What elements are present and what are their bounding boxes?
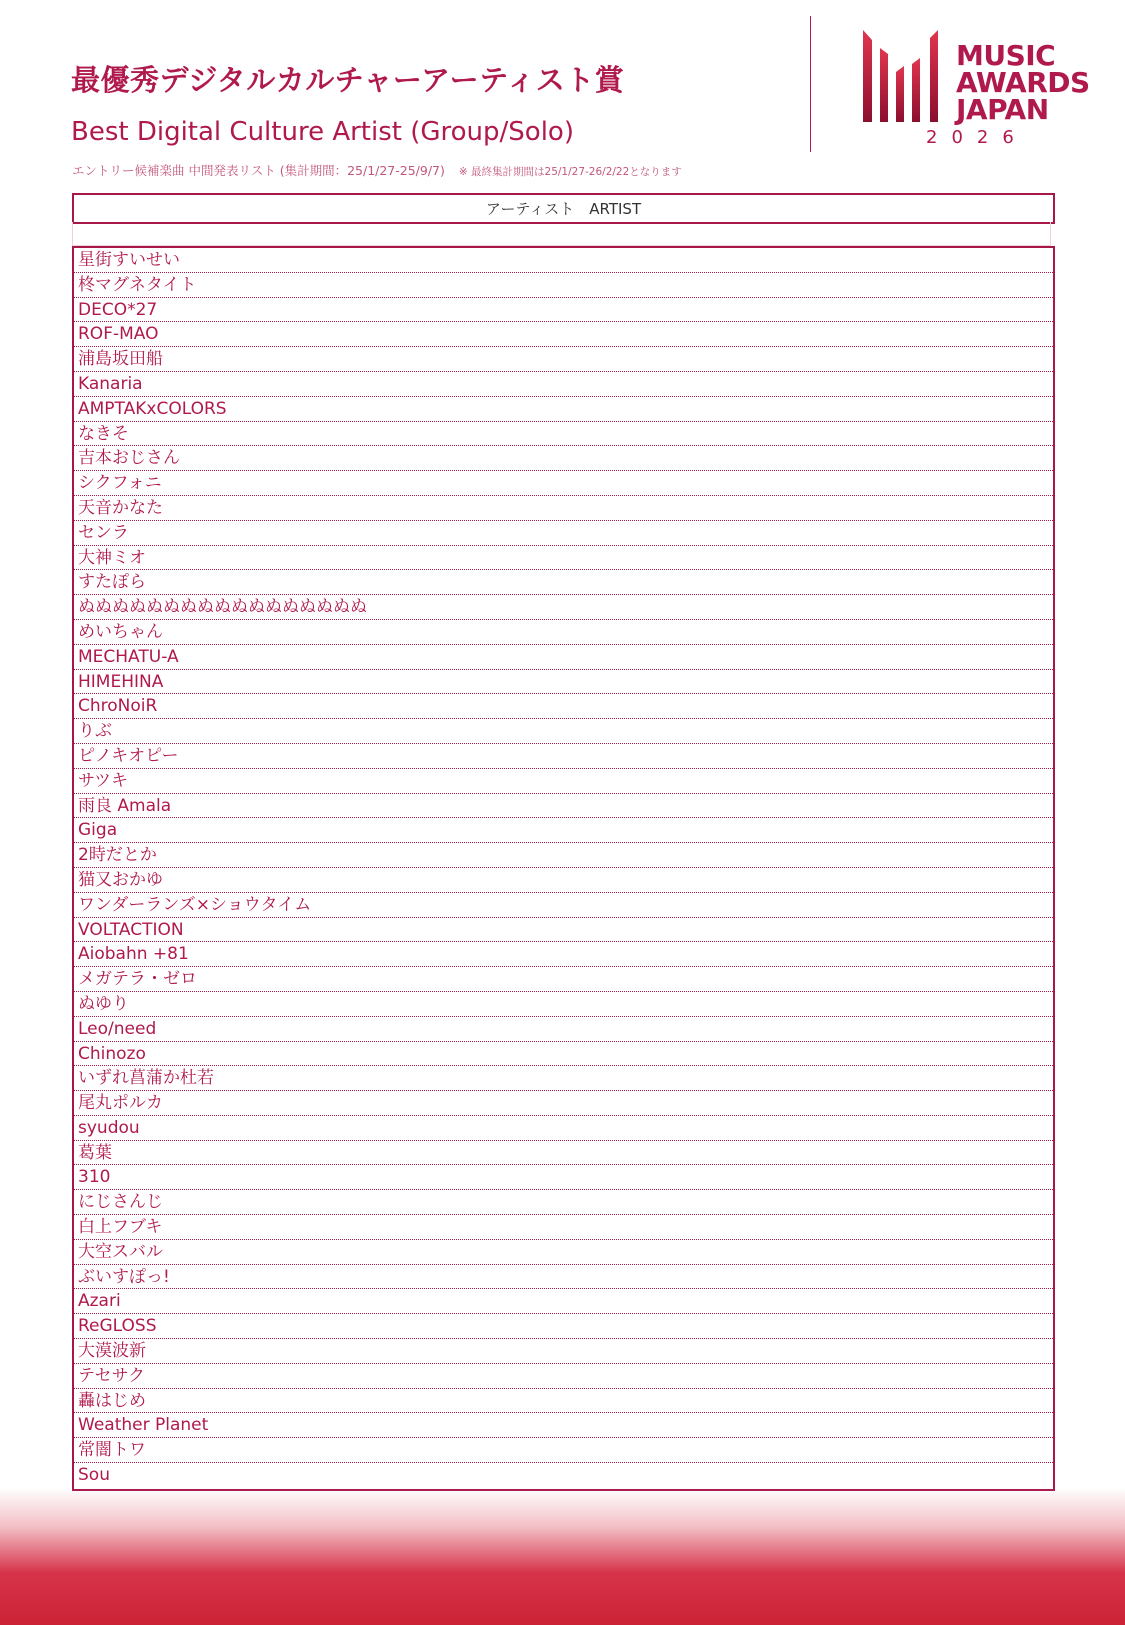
header-divider [810, 16, 811, 152]
logo-text-japan: JAPAN [956, 93, 1049, 126]
artist-row: ワンダーランズ×ショウタイム [74, 893, 1053, 918]
artist-row: サツキ [74, 769, 1053, 794]
artist-row: syudou [74, 1116, 1053, 1141]
artist-row: 天音かなた [74, 496, 1053, 521]
artist-row: 浦島坂田船 [74, 347, 1053, 372]
artist-row: ChroNoiR [74, 694, 1053, 719]
artist-row: りぶ [74, 719, 1053, 744]
bottom-gradient-decoration [0, 1488, 1125, 1625]
artist-row: にじさんじ [74, 1190, 1053, 1215]
artist-row: Weather Planet [74, 1413, 1053, 1438]
artist-row: Aiobahn +81 [74, 942, 1053, 967]
artist-row: 柊マグネタイト [74, 273, 1053, 298]
artist-row: シクフォニ [74, 471, 1053, 496]
artist-row: メガテラ・ゼロ [74, 967, 1053, 992]
artist-row: 星街すいせい [74, 248, 1053, 273]
logo-bars-icon [860, 28, 944, 124]
logo-text-music: MUSIC [956, 39, 1056, 72]
artist-row: ぶいすぽっ! [74, 1265, 1053, 1290]
artist-row: 白上フブキ [74, 1215, 1053, 1240]
artist-row: いずれ菖蒲か杜若 [74, 1066, 1053, 1091]
artist-row: 大空スバル [74, 1240, 1053, 1265]
logo-text-awards: AWARDS [956, 66, 1090, 99]
artist-row: ぬゆり [74, 992, 1053, 1017]
artist-row: Kanaria [74, 372, 1053, 397]
artist-row: なきそ [74, 422, 1053, 447]
artist-row: テセサク [74, 1364, 1053, 1389]
logo-year: 2026 [926, 127, 1028, 148]
artist-row: 310 [74, 1165, 1053, 1190]
period-text: エントリー候補楽曲 中間発表リスト (集計期間：25/1/27-25/9/7) [72, 163, 445, 178]
artist-row: 猫又おかゆ [74, 868, 1053, 893]
artist-row: 2時だとか [74, 843, 1053, 868]
artist-row: Leo/need [74, 1017, 1053, 1042]
artist-row: VOLTACTION [74, 918, 1053, 943]
column-header-label: アーティスト ARTIST [485, 200, 642, 218]
artist-row: ROF-MAO [74, 322, 1053, 347]
artist-row: 尾丸ポルカ [74, 1091, 1053, 1116]
artist-row: Giga [74, 818, 1053, 843]
artist-row: DECO*27 [74, 298, 1053, 323]
artist-row: ぬぬぬぬぬぬぬぬぬぬぬぬぬぬぬぬぬ [74, 595, 1053, 620]
artist-row: ピノキオピー [74, 744, 1053, 769]
artist-row: Azari [74, 1289, 1053, 1314]
artist-row: センラ [74, 521, 1053, 546]
artist-row: Sou [78, 1465, 110, 1486]
artist-row: 雨良 Amala [74, 794, 1053, 819]
artist-row: 大漠波新 [74, 1339, 1053, 1364]
artist-row: AMPTAKxCOLORS [74, 397, 1053, 422]
column-header [72, 193, 1055, 224]
artist-row: Chinozo [74, 1042, 1053, 1067]
artist-row: ReGLOSS [74, 1314, 1053, 1339]
period-note: ※ 最終集計期間は25/1/27-26/2/22となります [458, 166, 682, 178]
artist-row: 葛葉 [74, 1141, 1053, 1166]
music-awards-japan-logo [860, 28, 1100, 150]
artist-row: めいちゃん [74, 620, 1053, 645]
artist-row: 常闇トワ [74, 1438, 1053, 1463]
artist-row: MECHATU-A [74, 645, 1053, 670]
artist-row: 吉本おじさん [74, 446, 1053, 471]
artist-row: HIMEHINA [74, 670, 1053, 695]
artist-list [72, 246, 1055, 1491]
header-spacer [72, 222, 1051, 246]
page-title-en: Best Digital Culture Artist (Group/Solo) [71, 117, 574, 147]
artist-row: 轟はじめ [74, 1389, 1053, 1414]
subtitle [72, 162, 682, 181]
artist-row: すたぽら [74, 570, 1053, 595]
artist-row: 大神ミオ [74, 546, 1053, 571]
page-title-jp: 最優秀デジタルカルチャーアーティスト賞 [71, 63, 625, 97]
